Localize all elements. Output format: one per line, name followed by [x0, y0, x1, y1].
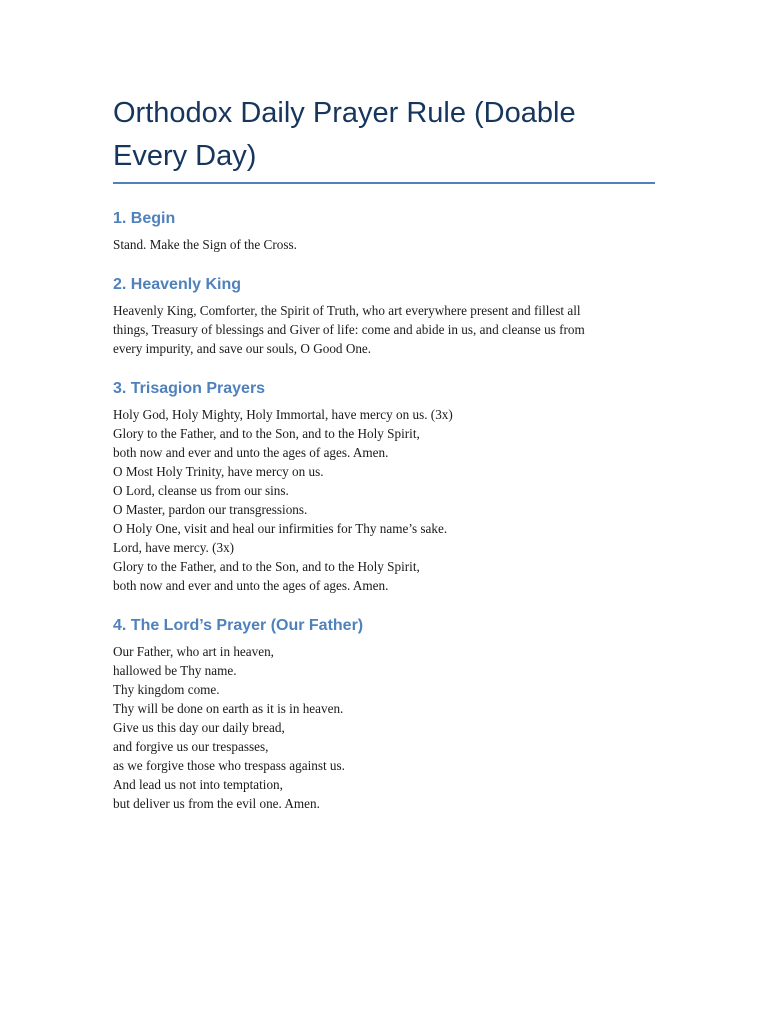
document-title-line-2: Every Day)	[113, 140, 257, 172]
section-heading: 2. Heavenly King	[113, 276, 242, 293]
prayer-line: Give us this day our daily bread,	[113, 720, 285, 735]
document-page	[113, 92, 655, 833]
prayer-line: Our Father, who art in heaven,	[113, 644, 274, 659]
prayer-line: Thy kingdom come.	[113, 682, 220, 697]
section-heading: 4. The Lord’s Prayer (Our Father)	[113, 617, 364, 634]
prayer-line: Holy God, Holy Mighty, Holy Immortal, have mercy on us. (3x)	[113, 407, 453, 422]
prayer-line: both now and ever and unto the ages of ages. Amen.	[113, 445, 389, 460]
prayer-line: Thy will be done on earth as it is in heaven.	[113, 701, 344, 716]
prayer-line: and forgive us our trespasses,	[113, 739, 269, 754]
title-underline	[113, 182, 655, 184]
section-trisagion-prayers	[113, 378, 655, 595]
prayer-line: Glory to the Father, and to the Son, and to the Holy Spirit,	[113, 426, 420, 441]
prayer-line: Glory to the Father, and to the Son, and to the Holy Spirit,	[113, 559, 420, 574]
section-heading: 3. Trisagion Prayers	[113, 380, 266, 397]
prayer-line: O Lord, cleanse us from our sins.	[113, 483, 289, 498]
prayer-line: Stand. Make the Sign of the Cross.	[113, 237, 297, 252]
prayer-line: O Master, pardon our transgressions.	[113, 502, 308, 517]
section-begin	[113, 208, 655, 254]
prayer-line: O Most Holy Trinity, have mercy on us.	[113, 464, 324, 479]
prayer-line: but deliver us from the evil one. Amen.	[113, 796, 320, 811]
section-heading: 1. Begin	[113, 210, 176, 227]
prayer-line: O Holy One, visit and heal our infirmities for Thy name’s sake.	[113, 521, 448, 536]
prayer-line: hallowed be Thy name.	[113, 663, 237, 678]
prayer-line: as we forgive those who trespass against us.	[113, 758, 345, 773]
prayer-line: Heavenly King, Comforter, the Spirit of Truth, who art everywhere present and fillest all	[113, 303, 581, 318]
prayer-line: Lord, have mercy. (3x)	[113, 540, 235, 555]
prayer-line: And lead us not into temptation,	[113, 777, 283, 792]
prayer-line: every impurity, and save our souls, O Good One.	[113, 341, 372, 356]
prayer-line: both now and ever and unto the ages of ages. Amen.	[113, 578, 389, 593]
document-title-line-1: Orthodox Daily Prayer Rule (Doable	[113, 97, 576, 129]
document-title	[113, 92, 655, 182]
prayer-line: things, Treasury of blessings and Giver of life: come and abide in us, and cleanse us from	[113, 322, 585, 337]
section-heavenly-king	[113, 274, 655, 358]
section-lords-prayer	[113, 615, 655, 813]
